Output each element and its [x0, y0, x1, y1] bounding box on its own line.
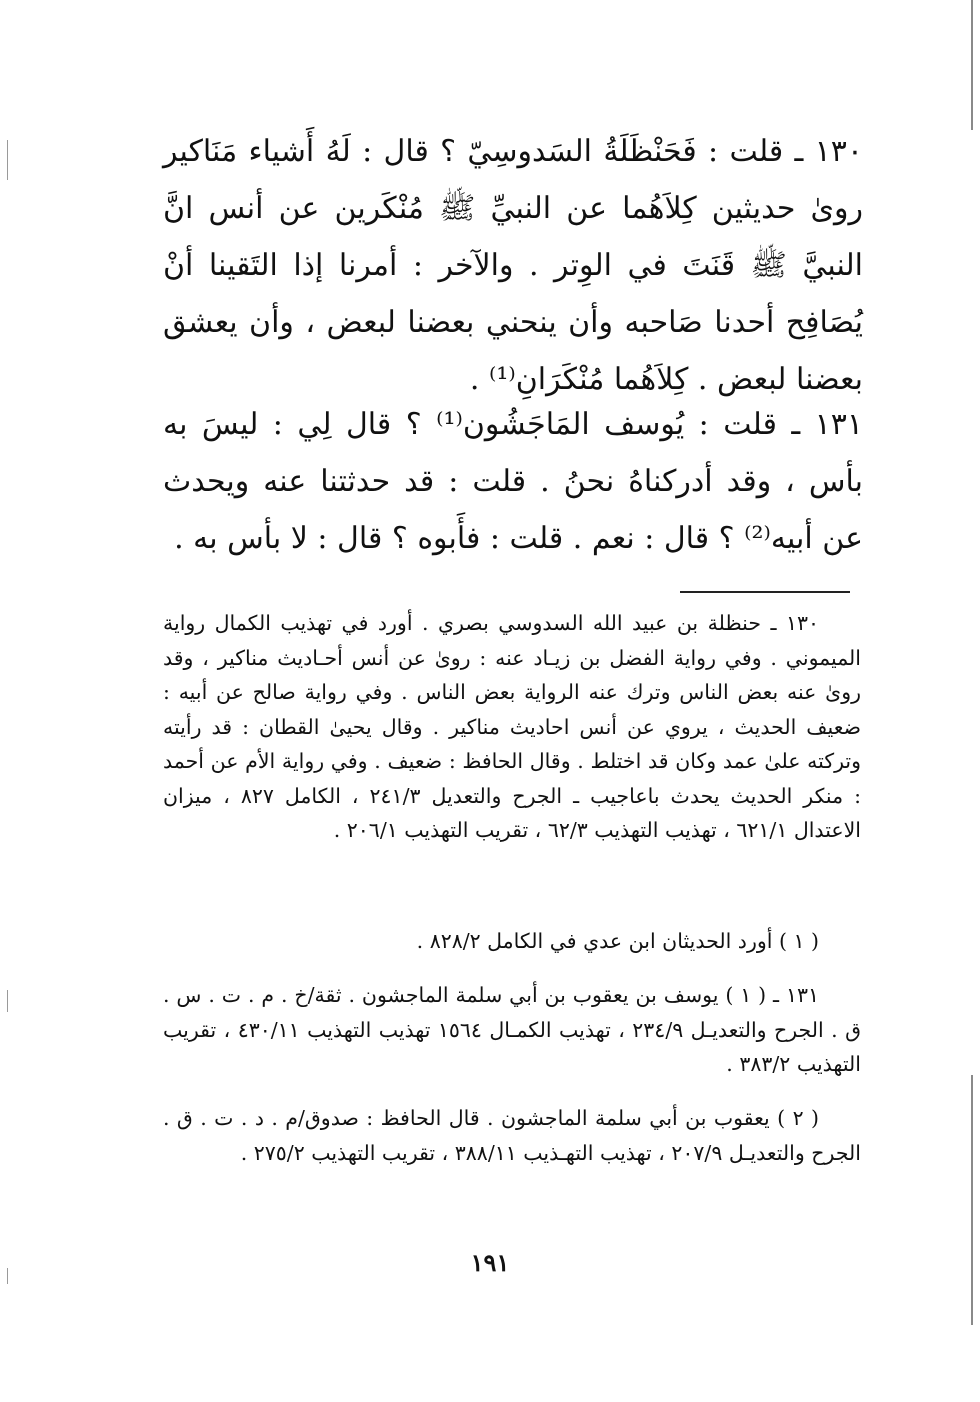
scan-edge-mark: [7, 1268, 8, 1284]
entry-131-text: ١٣١ ـ قلت : يُوسف المَاجَشُون⁽¹⁾ ؟ قال لِي : ليسَ به بأس ، وقد أدركناهُ نحنُ . قلت : قد حدثتنا عنه ويحدث عن أبيه⁽²⁾ ؟ قال : نعم . قلت : فأَبوه ؟ قال : لا بأس به .: [163, 407, 864, 556]
footnote-131-2: ( ٢ ) يعقوب بن أبي سلمة الماجشون . قال الحافظ : صدوق/م . د . ت . ق . الجرح والتعديـل ٢٠٧/٩ ، تهذيب التهـذيب ٣٨٨/١١ ، تقريب التهذيب ٢٧٥/٢ .: [163, 1106, 861, 1165]
page-number: ١٩١: [470, 1248, 510, 1277]
footnote-130-1: ( ١ ) أورد الحديثان ابن عدي في الكامل ٨٢٨/٢ .: [416, 929, 819, 953]
scan-edge-mark: [7, 140, 8, 180]
entry-130-text: ١٣٠ ـ قلت : فَحَنْظَلَةُ السَدوسِيّ ؟ قال : لَهُ أَشياء مَنَاكير روىٰ حديثين كِلاَهُما عن النبيِّ ﷺ مُنْكَرين عن أنس انَّ النبيَّ ﷺ قَنَتَ في الوِتر . والآخر : أمرنا إذا التَقينا أنْ يُصَافِح أحدنا صَاحبه وأن ينحني بعضنا لبعض ، وأن يعشق بعضنا لبعض . كِلاَهُما مُنْكَرَانِ⁽¹⁾ .: [163, 134, 863, 397]
footnote-130: ١٣٠ ـ حنظلة بن عبيد الله السدوسي بصري . أورد في تهذيب الكمال رواية الميموني . وفي رواية الفضل بن زيـاد عنه : روىٰ عن أنس أحـاديث مناكير ، وقد روىٰ عنه بعض الناس وترك عنه الرواية بعض الناس . وفي رواية صالح عن أبيه : ضعيف الحديث ، يروي عن أنس احاديث مناكير . وقال يحيىٰ القطان : قد رأيته وتركته علىٰ عمد وكان قد اختلط . وقال الحافظ : ضعيف . وفي رواية الأم عن أحمد : منكر الحديث يحدث باعاجيب ـ الجرح والتعديل ٢٤١/٣ ، الكامل ٨٢٧ ، ميزان الاعتدال ٦٢١/١ ، تهذيب التهذيب ٦٢/٣ ، تقريب التهذيب ٢٠٦/١ .: [163, 611, 861, 842]
scan-edge-mark: [971, 0, 973, 130]
scan-edge-mark: [7, 990, 8, 1012]
footnote-131-1: ١٣١ ـ ( ١ ) يوسف بن يعقوب بن أبي سلمة الماجشون . ثقة/خ . م . ت . س . ق . الجرح والتعديـل ٢٣٤/٩ ، تهذيب الكمـال ١٥٦٤ تهذيب التهذيب ٤٣٠/١١ ، تقريب التهذيب ٣٨٣/٢ .: [163, 983, 861, 1076]
scan-edge-mark: [971, 1075, 973, 1325]
footnote-separator: [680, 591, 850, 593]
